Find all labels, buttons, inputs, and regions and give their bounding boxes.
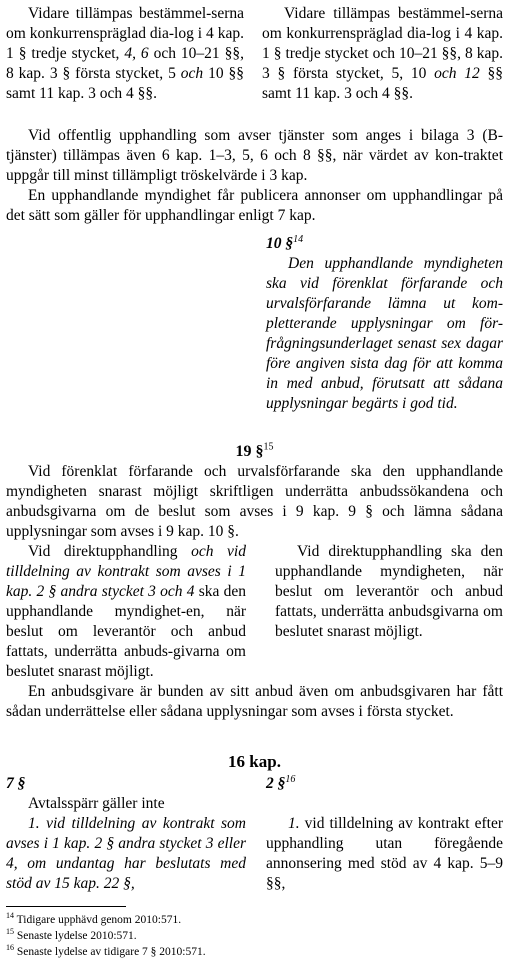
text-run: ska den upphandlande myndighet-en, när beslut om leverantör och anbud fattats, underrätta anbuds-givarna om beslutet snarast möjligt. — [6, 583, 246, 680]
text-run: Vid direktupphandling ska den upphandlande myndigheten, när beslut om leverantör och anbud fattats, underrätta anbudsgivarna om beslutet snarast möjligt. — [275, 543, 503, 640]
footnote-14: $^{14}$ Tidigare upphävd genom 2010:571. — [6, 911, 182, 926]
section-19-left-column — [6, 542, 246, 682]
section-19-paragraph-3: En anbudsgivare är bunden av sitt anbud även om anbudsgivaren har fått sådan underrättelse eller sådana upplysningar som avses i första stycket. — [6, 683, 503, 720]
footnote-ref-16: 16 — [285, 773, 296, 785]
paragraph-b-services: Vid offentlig upphandling som avser tjänster som anges i bilaga 3 (B-tjänster) tillämpas även 6 kap. 1–3, 5, 6 och 8 §§, när värdet av kon-traktet uppgår till minst tillämpligt tröskelvärde i 3 kap. — [6, 127, 503, 184]
text-run: vid tilldelning av kontrakt efter upphandling utan föregående annonsering med stöd av 4 kap. 5–9 §§, — [266, 815, 503, 892]
section-10-heading: 10 §$^{14}$ — [266, 233, 304, 252]
text-run: Vidare tillämpas bestämmel-serna om konkurrenspräglad dia-log i 4 kap. 1 § tredje stycket och 10–21 §§, 8 kap. 3 § första stycket, 5, 10 — [262, 5, 503, 82]
chapter-16-heading: 16 kap. — [228, 752, 281, 771]
section-19-right-column — [275, 542, 503, 682]
chapter-16-left-point-1 — [6, 814, 246, 894]
text-run: och vid tilldelning av kontrakt som avses i 1 kap. 2 § andra stycket 3 och 4 — [6, 543, 246, 600]
footnote-15: $^{15}$ Senaste lydelse 2010:571. — [6, 927, 137, 942]
section-19-paragraph-1: Vid förenklat förfarande och urvalsförfarande ska den upphandlande myndigheten snarast möjligt skriftligen underrätta anbudssökandena och anbudsgivarna om de beslut som avses i 9 kap. 9 § och lämna sådana upplysningar som avses i 9 kap. 10 §. — [6, 463, 503, 540]
section-19-two-column — [6, 542, 503, 682]
chapter-16-right-heading: 2 §$^{16}$ — [266, 773, 296, 792]
paragraph-publish-ads: En upphandlande myndighet får publicera annonser om upphandlingar på det sätt som gäller för upphandlingar enligt 7 kap. — [6, 187, 503, 224]
chapter-16-right-point-1 — [266, 814, 503, 894]
footnote-ref-15: 15 — [263, 441, 274, 453]
section-10-block — [266, 234, 503, 414]
text-run: och — [180, 65, 204, 82]
text-run: Vidare tillämpas bestämmel-serna om konkurrenspräglad dia-log i 4 kap. 1 § tredje stycket, — [6, 5, 244, 62]
section-9-left-column — [6, 4, 244, 104]
footnote-ref-14: 14 — [293, 233, 304, 245]
text-run: och 12 — [434, 65, 480, 82]
text-run: och 10–21 §§, 8 kap. 3 § första stycket, 5 — [6, 45, 245, 82]
text-run: 1. vid tilldelning av kontrakt som avses i 1 kap. 2 § andra stycket 3 eller 4, om undantag har beslutats med stöd av 15 kap. 22 §, — [6, 815, 246, 892]
footnote-separator — [6, 906, 126, 907]
footnotes-list — [6, 912, 503, 960]
section-9-two-column — [6, 4, 503, 104]
chapter-16-left-intro: Avtalsspärr gäller inte — [28, 795, 165, 812]
footnote-16: $^{16}$ Senaste lydelse av tidigare 7 § 2010:571. — [6, 943, 206, 958]
section-9-right-column — [262, 4, 503, 104]
section-10-text: Den upphandlande myndigheten ska vid förenklat förfarande och urvalsförfarande lämna ut kom-pletterande upplysningar om för-frågningsunderlaget senast sex dagar före angiven sista dag för att komma in med anbud, förutsatt att sådana upplysningar begärts i god tid. — [266, 255, 503, 412]
chapter-16-left-heading: 7 § — [6, 775, 26, 792]
text-run: §§ samt 11 kap. 3 och 4 §§. — [262, 65, 503, 102]
section-19-heading: 19 §$^{15}$ — [235, 441, 274, 460]
text-run: 10 §§ samt 11 kap. 3 och 4 §§. — [6, 65, 245, 102]
text-run: Vid direktupphandling — [28, 543, 192, 560]
text-run: 1. — [288, 815, 300, 832]
text-run: 4, 6 — [124, 45, 149, 62]
